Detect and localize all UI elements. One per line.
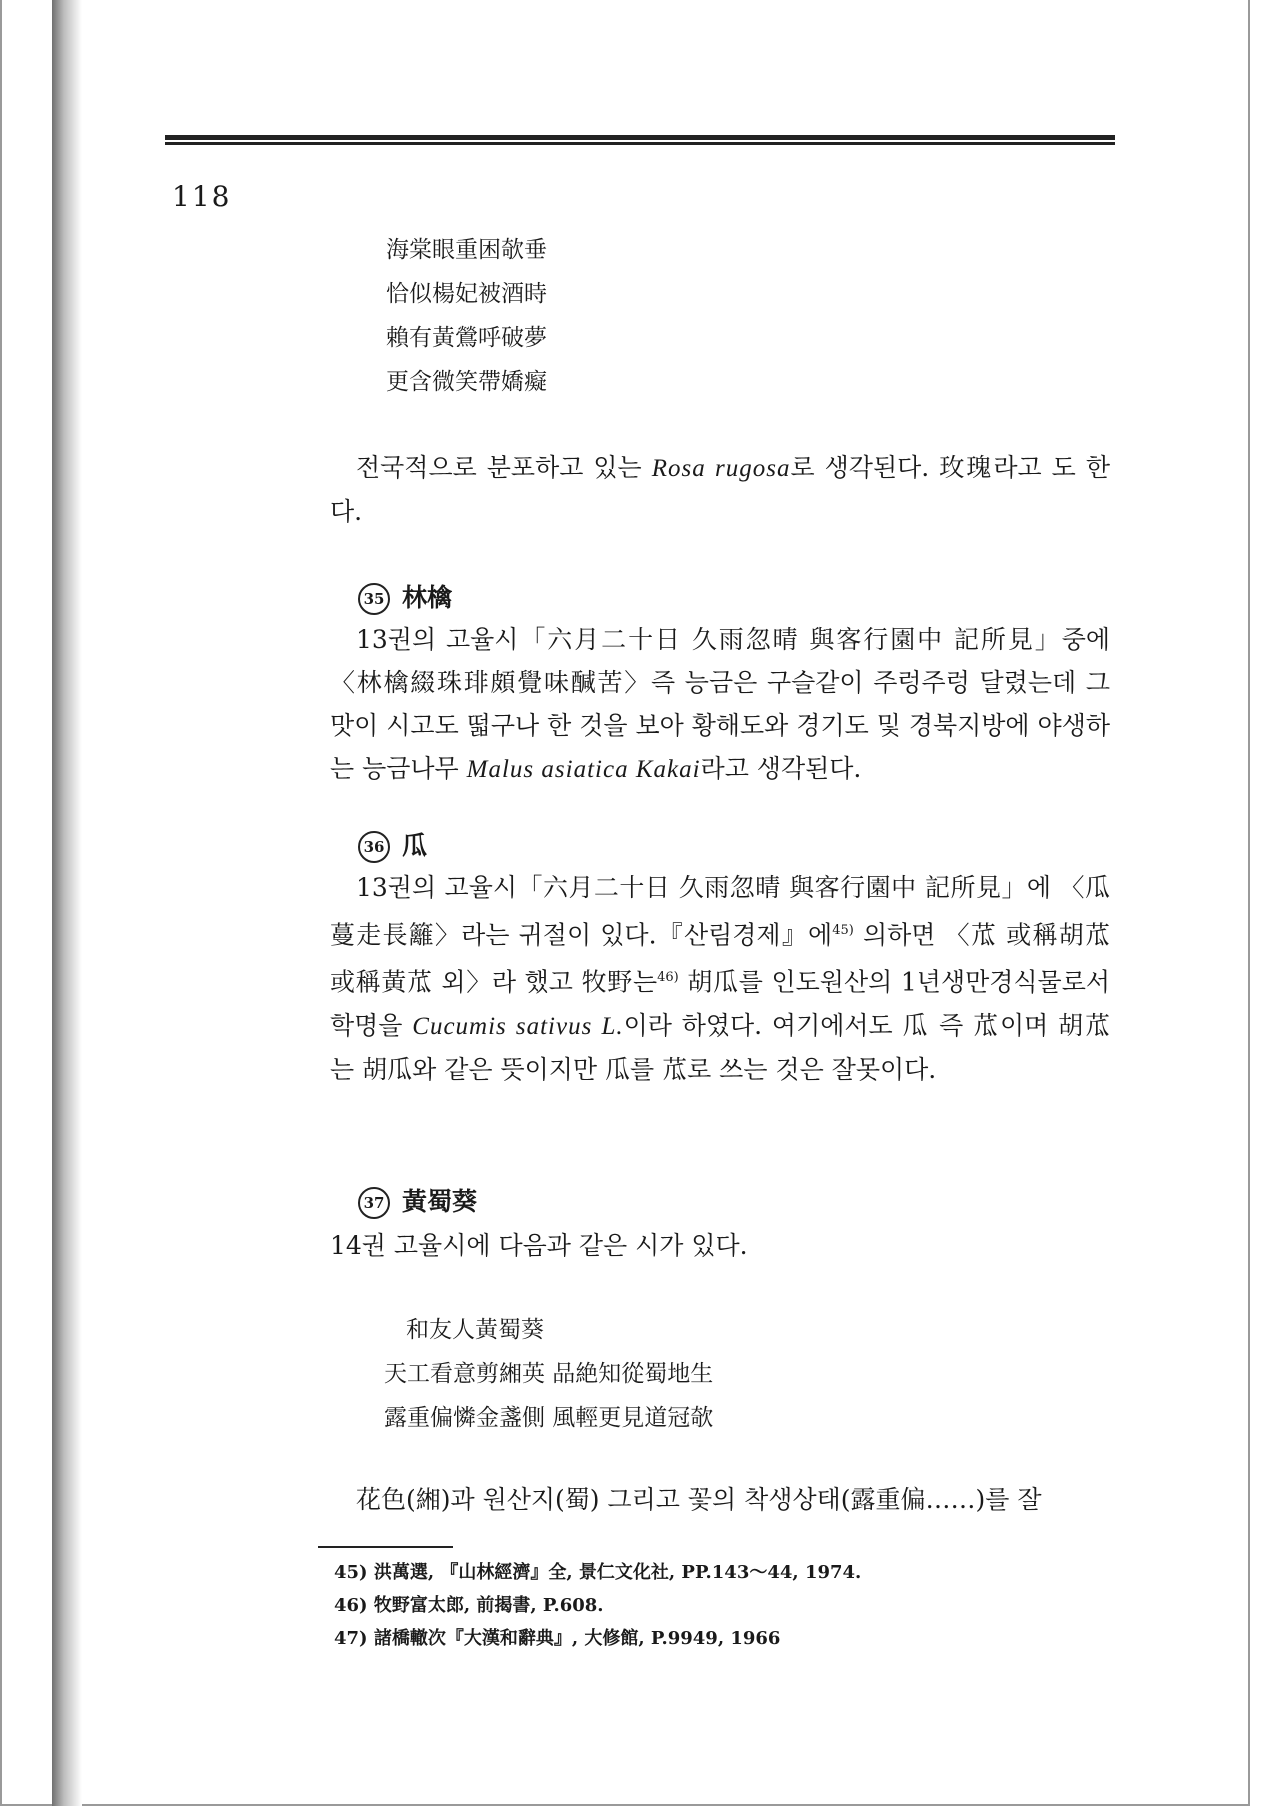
poem-line: 海棠眼重困欹垂	[386, 237, 547, 263]
section-number-badge: 37	[358, 1187, 390, 1219]
footnote-ref: 46)	[657, 970, 679, 986]
header-rule	[165, 135, 1115, 145]
paragraph-text: 13권의 고율시「六月二十日 久雨忽晴 與客行園中 記所見」중에 〈林檎綴珠琲頗覺味醎苦〉즉 능금은 구슬같이 주렁주렁 달렸는데 그 맛이 시고도 떫구나 한 것을 보아 황해도와 경기도 및 경북지방에 야생하는 능금나무	[330, 625, 1110, 783]
footnotes	[334, 1556, 861, 1655]
paragraph-text: 로 생각된다. 玫瑰라고 도 한다.	[330, 453, 1110, 526]
paragraph-text: 13권의 고율시「六月二十日 久雨忽晴 與客行園中 記所見」에 〈瓜蔓走長籬〉라는 귀절이 있다.『산림경제』에	[330, 873, 1110, 950]
footnote: 45) 洪萬選, 『山林經濟』全, 景仁文化社, PP.143～44, 1974.	[334, 1562, 862, 1583]
section-title: 瓜	[402, 831, 428, 860]
paragraph-text: 花色(緗)과 원산지(蜀) 그리고 꽃의 착생상태(露重偏……)를 잘	[356, 1485, 1042, 1514]
poem-line: 更含微笑帶嬌癡	[386, 369, 547, 395]
section-36	[330, 826, 1110, 1091]
paragraph-text: 이라 하였다. 여기에서도 瓜 즉 苽이며 胡苽는 胡瓜와 같은 뜻이지만 瓜를 苽로 쓰는 것은 잘못이다.	[330, 1010, 1110, 1084]
section-title: 黃蜀葵	[402, 1187, 478, 1216]
section-title: 林檎	[402, 583, 453, 612]
section-35	[330, 578, 1110, 791]
poem-line: 賴有黃鶯呼破夢	[386, 325, 547, 351]
paragraph-rosa	[330, 446, 1110, 533]
footnote-ref: 45)	[832, 923, 854, 938]
poem-line: 恰似楊妃被酒時	[386, 281, 547, 307]
poem-line: 露重偏憐金盞側 風輕更見道冠欹	[384, 1405, 714, 1431]
latin-name: Cucumis sativus L.	[412, 1012, 624, 1040]
paragraph-text: 胡瓜를 인도원산의 1년생만경식물로서 학명을	[330, 967, 1110, 1040]
section-number-badge: 35	[358, 583, 390, 615]
footnote: 47) 諸橋轍次『大漢和辭典』, 大修館, P.9949, 1966	[334, 1628, 781, 1649]
latin-name: Malus asiatica Kakai	[466, 756, 701, 783]
book-spine-shadow	[52, 0, 82, 1806]
latin-name: Rosa rugosa	[651, 455, 791, 482]
footnote: 46) 牧野富太郎, 前揭書, P.608.	[334, 1595, 604, 1616]
paragraph-last	[330, 1478, 1110, 1521]
footnote-rule	[318, 1546, 453, 1548]
paragraph-text: 라고 생각된다.	[700, 754, 862, 783]
paragraph-text: 14권 고율시에 다음과 같은 시가 있다.	[330, 1231, 748, 1260]
poem-block-2	[384, 1308, 713, 1440]
section-number-badge: 36	[358, 831, 390, 863]
page-number: 118	[172, 180, 232, 213]
paragraph-text: 전국적으로 분포하고 있는	[356, 453, 652, 482]
paragraph-text: 의하면 〈苽 或稱胡苽 或稱黃苽 외〉라 했고 牧野는	[330, 920, 1110, 997]
poem-line: 天工看意剪緗英 品絶知從蜀地生	[384, 1361, 714, 1387]
poem-block-1	[386, 228, 547, 404]
section-37	[330, 1182, 1110, 1267]
poem-title: 和友人黃蜀葵	[406, 1317, 544, 1343]
